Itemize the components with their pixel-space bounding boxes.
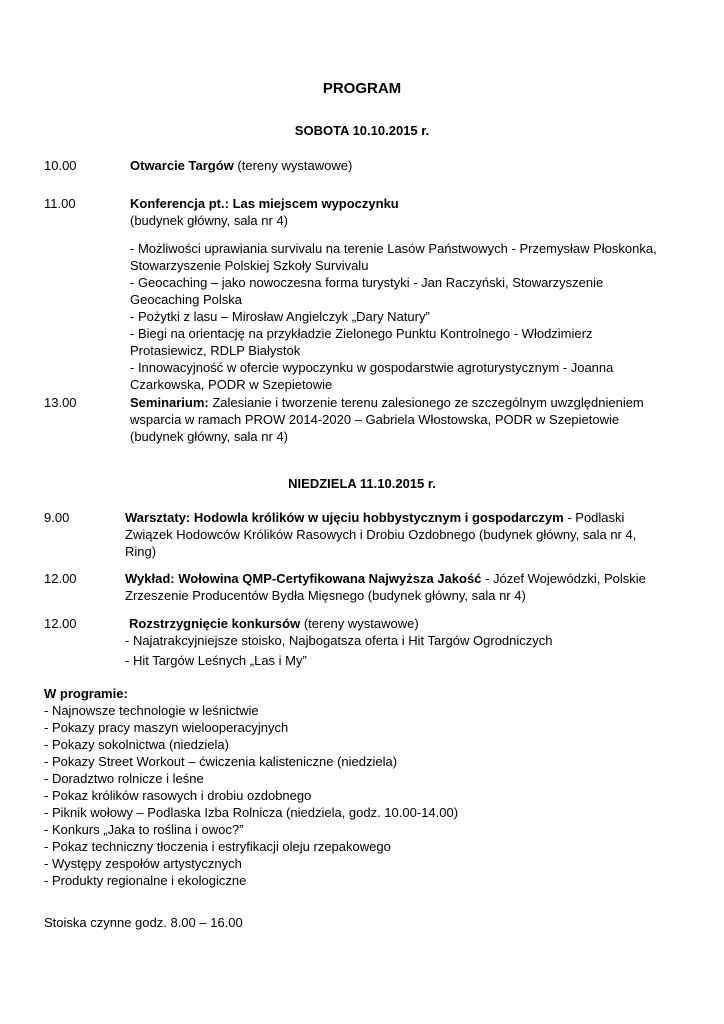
- event-name: Wykład: Wołowina QMP-Certyfikowana Najwyższa Jakość: [125, 571, 482, 586]
- list-item: - Geocaching – jako nowoczesna forma turystyki - Jan Raczyński, Stowarzyszenie: [130, 275, 604, 290]
- list-item: - Występy zespołów artystycznych: [44, 856, 242, 871]
- day-heading-sunday: NIEDZIELA 11.10.2015 r.: [288, 476, 436, 491]
- event-detail: (tereny wystawowe): [233, 158, 353, 173]
- event-name: Konferencja pt.: Las miejscem wypoczynku: [130, 196, 399, 211]
- list-item: - Piknik wołowy – Podlaska Izba Rolnicza (niedziela, godz. 10.00-14.00): [44, 805, 459, 820]
- conference-talks-list: [130, 240, 690, 393]
- event-detail: - Podlaski: [563, 510, 625, 525]
- page-title: PROGRAM: [322, 80, 402, 97]
- list-item: - Pokazy pracy maszyn wielooperacyjnych: [44, 720, 289, 735]
- event-time: 12.00: [44, 571, 77, 586]
- event-time: 11.00: [44, 196, 76, 211]
- event-detail: - Józef Wojewódzki, Polskie: [481, 571, 646, 586]
- event-detail: - Najatrakcyjniejsze stoisko, Najbogatsza oferta i Hit Targów Ogrodniczych: [125, 633, 553, 648]
- list-item: - Pokaz królików rasowych i drobiu ozdobnego: [44, 788, 312, 803]
- event-detail: - Hit Targów Leśnych „Las i My”: [125, 653, 307, 668]
- list-item: - Doradztwo rolnicze i leśne: [44, 771, 204, 786]
- day-heading-saturday: SOBOTA 10.10.2015 r.: [294, 123, 430, 138]
- event-name: Rozstrzygnięcie konkursów: [129, 616, 301, 631]
- list-item: - Pokazy Street Workout – ćwiczenia kalisteniczne (niedziela): [44, 754, 398, 769]
- list-item: - Pożytki z lasu – Mirosław Angielczyk „Dary Natury”: [130, 309, 430, 324]
- list-item: Geocaching Polska: [130, 292, 243, 307]
- list-item: - Najnowsze technologie w leśnictwie: [44, 703, 259, 718]
- event-time: 13.00: [44, 395, 77, 410]
- event-detail: Zalesianie i tworzenie terenu zalesionego ze szczególnym uwzględnieniem: [208, 395, 644, 410]
- event-time: 10.00: [44, 158, 77, 173]
- list-item: - Biegi na orientację na przykładzie Zielonego Punktu Kontrolnego - Włodzimierz: [130, 326, 593, 341]
- list-item: Czarkowska, PODR w Szepietowie: [130, 377, 333, 392]
- opening-hours-note: Stoiska czynne godz. 8.00 – 16.00: [44, 915, 243, 930]
- list-item: - Możliwości uprawiania survivalu na terenie Lasów Państwowych - Przemysław Płoskonka,: [130, 241, 657, 256]
- list-item: Protasiewicz, RDLP Białystok: [130, 343, 301, 358]
- event-name: Otwarcie Targów: [130, 158, 234, 173]
- event-time: 9.00: [44, 510, 70, 525]
- event-detail: (budynek główny, sala nr 4): [130, 213, 289, 228]
- event-name: Warsztaty: Hodowla królików w ujęciu hobbystycznym i gospodarczym: [125, 510, 564, 525]
- event-detail: (budynek główny, sala nr 4): [130, 429, 289, 444]
- event-detail: Ring): [125, 544, 157, 559]
- event-detail: Zrzeszenie Producentów Bydła Mięsnego (budynek główny, sala nr 4): [125, 588, 526, 603]
- list-item: - Konkurs „Jaka to roślina i owoc?”: [44, 822, 244, 837]
- program-section: [44, 685, 684, 889]
- event-detail: Związek Hodowców Królików Rasowych i Drobiu Ozdobnego (budynek główny, sala nr 4,: [125, 527, 637, 542]
- event-detail: wsparcia w ramach PROW 2014-2020 – Gabriela Włostowska, PODR w Szepietowie: [130, 412, 620, 427]
- list-item: - Innowacyjność w ofercie wypoczynku w gospodarstwie agroturystycznym - Joanna: [130, 360, 614, 375]
- program-heading: W programie:: [44, 686, 128, 701]
- list-item: - Pokazy sokolnictwa (niedziela): [44, 737, 229, 752]
- event-detail: (tereny wystawowe): [300, 616, 419, 631]
- list-item: - Pokaz techniczny tłoczenia i estryfikacji oleju rzepakowego: [44, 839, 391, 854]
- list-item: - Produkty regionalne i ekologiczne: [44, 873, 247, 888]
- list-item: Stowarzyszenie Polskiej Szkoły Survivalu: [130, 258, 369, 273]
- event-name: Seminarium:: [130, 395, 209, 410]
- event-time: 12.00: [44, 616, 77, 631]
